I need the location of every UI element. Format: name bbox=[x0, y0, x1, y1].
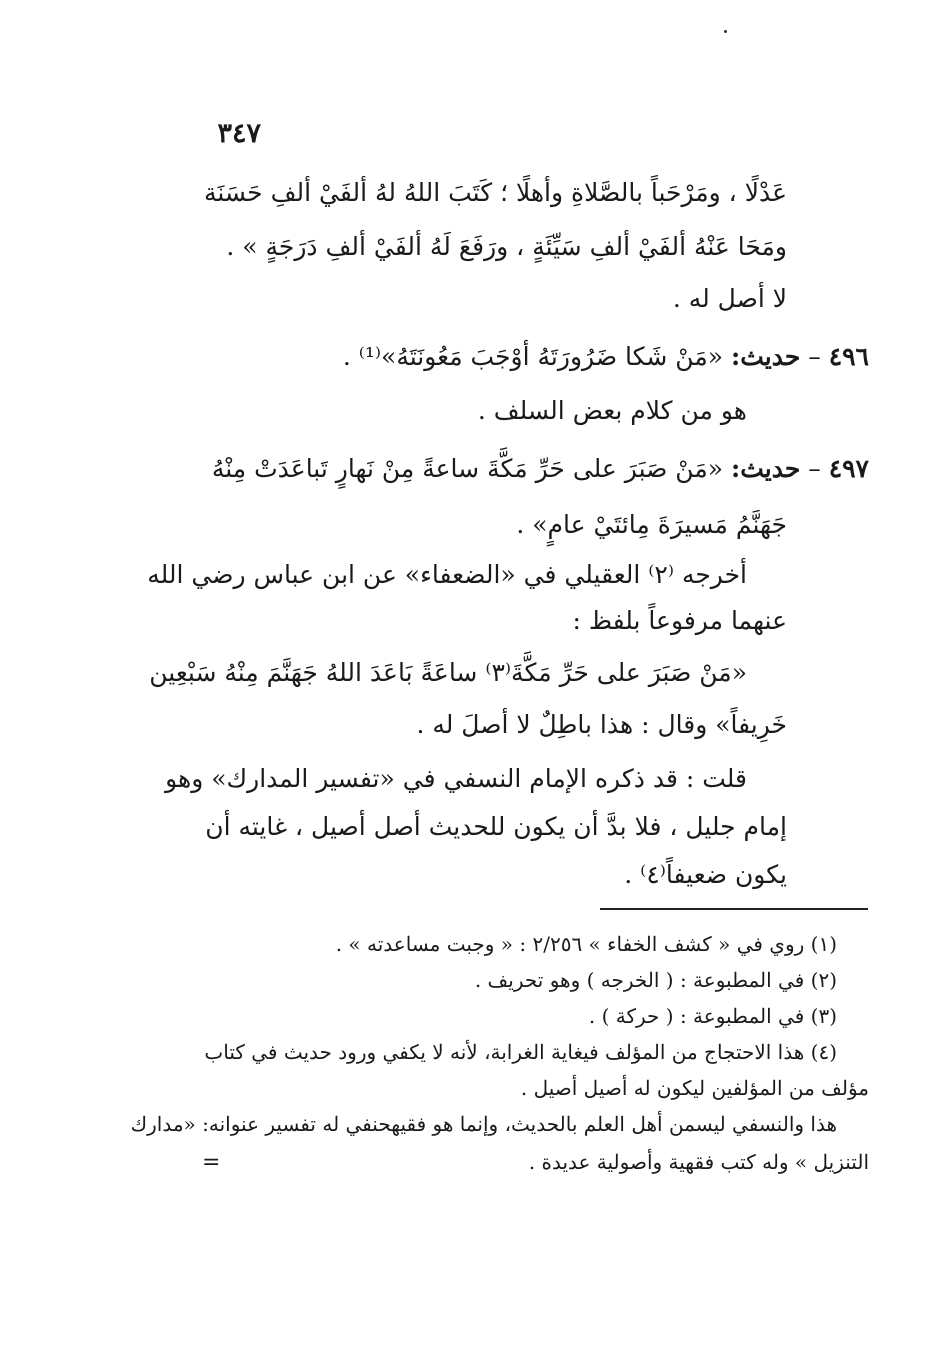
body-line-1: عَدْلًا ، ومَرْحَباً بالصَّلاةِ وأهلًا ؛ كَتَبَ اللهُ لهُ ألفَيْ ألفِ حَسَنَة bbox=[203, 178, 787, 207]
hadith-497-para2-line2: خَرِيفاً» وقال : هذا باطِلٌ لا أصلَ له . bbox=[416, 710, 787, 739]
hadith-dash: – bbox=[808, 454, 821, 483]
footnote-separator bbox=[600, 908, 868, 910]
footnote-4: (٤) هذا الاحتجاج من المؤلف فيغاية الغرابة، لأنه لا يكفي ورود حديث في كتاب bbox=[204, 1040, 837, 1064]
hadith-text: «مَنْ شَكا ضَرُورَتَهُ أوْجَبَ مَعُونَتَهُ»⁽¹⁾ . bbox=[342, 342, 724, 371]
hadith-497-heading bbox=[212, 452, 869, 486]
hadith-496-comment: هو من كلام بعض السلف . bbox=[477, 396, 747, 425]
speck bbox=[724, 30, 727, 33]
hadith-497-para3-line3: يكون ضعيفاً⁽٤⁾ . bbox=[624, 860, 787, 889]
footnote-4-cont: مؤلف من المؤلفين ليكون له أصيل أصيل . bbox=[520, 1076, 869, 1100]
page-number: ٣٤٧ bbox=[217, 118, 261, 149]
hadith-497-para1-line1: أخرجه ⁽٢⁾ العقيلي في «الضعفاء» عن ابن عباس رضي الله bbox=[147, 560, 747, 589]
body-line-3: لا أصل له . bbox=[672, 284, 787, 313]
continuation-mark: = bbox=[202, 1150, 221, 1175]
hadith-label: حديث: bbox=[730, 342, 801, 371]
hadith-number: ٤٩٧ bbox=[828, 454, 869, 483]
footnote-2: (٢) في المطبوعة : ( الخرجه ) وهو تحريف . bbox=[474, 968, 837, 992]
hadith-497-para3-line2: إمام جليل ، فلا بدَّ أن يكون للحديث أصل أصيل ، غايته أن bbox=[205, 812, 787, 841]
hadith-number: ٤٩٦ bbox=[828, 342, 869, 371]
footnote-1: (١) روي في « كشف الخفاء » ٢/٢٥٦ : « وجبت مساعدته » . bbox=[335, 932, 837, 956]
hadith-dash: – bbox=[808, 342, 821, 371]
hadith-496-heading bbox=[343, 340, 869, 374]
hadith-497-para3-line1: قلت : قد ذكره الإمام النسفي في «تفسير المدارك» وهو bbox=[165, 764, 747, 793]
footnote-4-note-cont: التنزيل » وله كتب فقهية وأصولية عديدة . bbox=[528, 1150, 869, 1174]
body-line-2: ومَحَا عَنْهُ ألفَيْ ألفِ سَيِّئَةٍ ، ورَفَعَ لَهُ ألفَيْ ألفِ دَرَجَةٍ » . bbox=[226, 232, 787, 261]
hadith-497-line2: جَهَنَّمُ مَسيرَةَ مِائتَيْ عامٍ» . bbox=[516, 510, 787, 539]
footnote-4-note: هذا والنسفي ليسمن أهل العلم بالحديث، وإنما هو فقيهحنفي له تفسير عنوانه: «مدارك bbox=[130, 1112, 837, 1136]
hadith-497-para1-line2: عنهما مرفوعاً بلفظ : bbox=[572, 606, 787, 635]
hadith-497-para2-line1: «مَنْ صَبَرَ على حَرِّ مَكَّةَ⁽٣⁾ ساعَةً بَاعَدَ اللهُ جَهَنَّمَ مِنْهُ سَبْعِين bbox=[149, 658, 747, 687]
footnote-3: (٣) في المطبوعة : ( حركة ) . bbox=[588, 1004, 837, 1028]
hadith-label: حديث: bbox=[730, 454, 801, 483]
hadith-text-line1: «مَنْ صَبَرَ على حَرِّ مَكَّةَ ساعةً مِنْ نَهارٍ تَباعَدَتْ مِنْهُ bbox=[211, 454, 724, 483]
